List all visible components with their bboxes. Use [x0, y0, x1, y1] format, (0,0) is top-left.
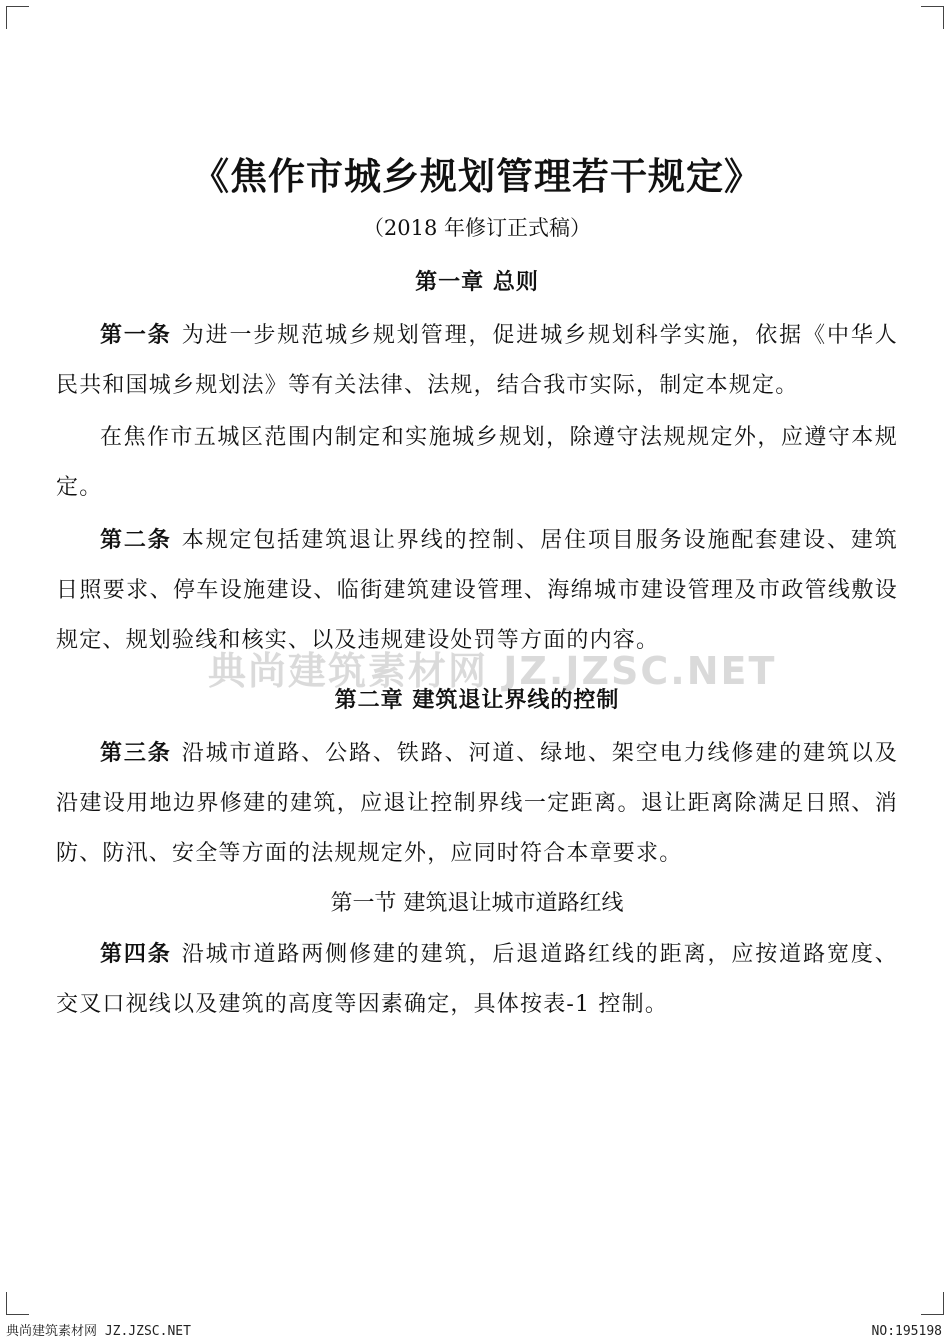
crop-mark-top-right	[921, 6, 944, 29]
article-4-text: 沿城市道路两侧修建的建筑，后退道路红线的距离，应按道路宽度、交叉口视线以及建筑的高度等因素确定，具体按表-1 控制。	[56, 942, 898, 1017]
article-4	[56, 929, 898, 1030]
article-1-text: 为进一步规范城乡规划管理，促进城乡规划科学实施，依据《中华人民共和国城乡规划法》等有关法律、法规，结合我市实际，制定本规定。	[56, 323, 898, 398]
article-3	[56, 728, 898, 879]
article-2-label: 第二条	[100, 527, 172, 553]
document-title: 《焦作市城乡规划管理若干规定》	[192, 154, 762, 198]
chapter-2-heading: 第二章 建筑退让界线的控制	[334, 687, 620, 713]
article-1	[56, 310, 898, 411]
article-1-label: 第一条	[100, 322, 172, 348]
chapter-1-heading: 第一章 总则	[415, 269, 539, 295]
footer-number: NO:195198	[871, 1324, 942, 1339]
article-2-text: 本规定包括建筑退让界线的控制、居住项目服务设施配套建设、建筑日照要求、停车设施建设、临街建筑建设管理、海绵城市建设管理及市政管线敷设规定、规划验线和核实、以及违规建设处罚等方面的内容。	[56, 528, 898, 653]
article-2	[56, 515, 898, 666]
article-1-paragraph-2: 在焦作市五城区范围内制定和实施城乡规划，除遵守法规规定外，应遵守本规定。	[56, 425, 898, 500]
footer	[0, 1319, 950, 1343]
section-1-heading: 第一节 建筑退让城市道路红线	[330, 891, 624, 916]
article-3-label: 第三条	[100, 740, 172, 766]
document-body	[56, 146, 898, 1030]
article-3-text: 沿城市道路、公路、铁路、河道、绿地、架空电力线修建的建筑以及沿建设用地边界修建的建筑，应退让控制界线一定距离。退让距离除满足日照、消防、防汛、安全等方面的法规规定外，应同时符合本章要求。	[56, 741, 898, 866]
article-4-label: 第四条	[100, 941, 172, 967]
footer-site-label: 典尚建筑素材网 JZ.JZSC.NET	[6, 1324, 191, 1339]
crop-mark-bottom-right	[921, 1292, 944, 1315]
document-subtitle: （2018 年修订正式稿）	[362, 216, 592, 240]
crop-mark-top-left	[6, 6, 29, 29]
watermark: 典尚建筑素材网 JZ.JZSC.NET	[208, 649, 777, 693]
crop-mark-bottom-left	[6, 1292, 29, 1315]
